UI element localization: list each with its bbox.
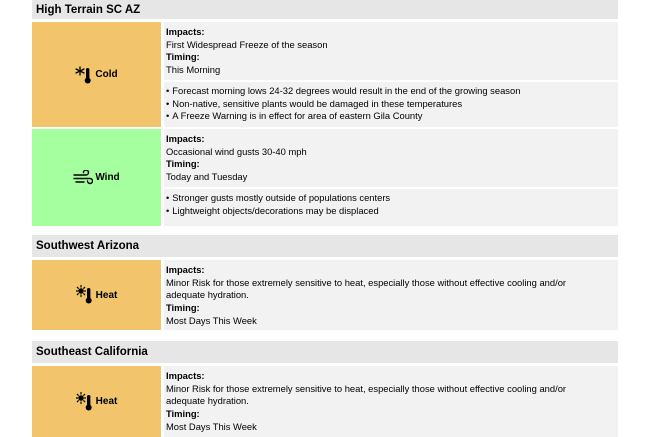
region-header-high-terrain <box>32 0 618 19</box>
region-title: Southwest Arizona <box>36 240 140 252</box>
timing-text: Most Days This Week <box>166 420 257 432</box>
impacts-label: Impacts: <box>166 133 205 144</box>
timing-text: This Morning <box>166 64 221 76</box>
hazard-details-heat <box>164 260 618 330</box>
snowflake-thermometer-icon <box>75 65 93 85</box>
timing-label: Timing: <box>166 51 200 63</box>
region-title: High Terrain SC AZ <box>36 3 141 16</box>
timing-label: Timing: <box>166 158 200 170</box>
timing-label: Timing: <box>166 302 200 314</box>
impacts-text: adequate hydration. <box>166 289 249 301</box>
hazard-cell-wind <box>32 129 161 226</box>
bullet-item: • Forecast morning lows 24-32 degrees would result in the end of the growing season <box>166 85 618 98</box>
hazard-row-wind <box>32 129 618 226</box>
hazard-name: Wind <box>95 172 120 183</box>
region-title: Southeast California <box>36 346 148 358</box>
bullet-item: • A Freeze Warning is in effect for area of eastern Gila County <box>166 110 618 123</box>
hazard-row-cold <box>32 22 618 127</box>
hazard-cell-heat <box>32 366 161 437</box>
hazard-name: Heat <box>95 396 118 407</box>
impacts-text: Minor Risk for those extremely sensitive to heat, especially those without effective cooling and/or <box>166 276 567 288</box>
impacts-text: Minor Risk for those extremely sensitive to heat, especially those without effective cooling and/or <box>166 382 567 394</box>
hazard-details-cold <box>164 22 618 127</box>
impacts-text: adequate hydration. <box>166 395 249 407</box>
sun-thermometer-icon <box>76 285 94 305</box>
hazard-name: Cold <box>95 69 118 80</box>
hazard-row-heat-sw-az <box>32 260 618 330</box>
bullet-item: • Non-native, sensitive plants would be damaged in these temperatures <box>166 98 618 111</box>
timing-text: Today and Tuesday <box>166 171 248 183</box>
sun-thermometer-icon <box>76 392 94 412</box>
hazard-name: Heat <box>95 289 118 301</box>
hazard-details-wind <box>164 129 618 226</box>
hazard-cell-cold <box>32 22 161 127</box>
timing-text: Most Days This Week <box>166 314 257 326</box>
impacts-text: First Widespread Freeze of the season <box>166 38 328 50</box>
hazard-cell-heat <box>32 260 161 330</box>
impacts-text: Occasional wind gusts 30-40 mph <box>166 145 307 157</box>
impacts-label: Impacts: <box>166 264 205 275</box>
hazard-row-heat-se-ca <box>32 366 618 437</box>
impacts-label: Impacts: <box>166 26 205 37</box>
bullet-item: • Stronger gusts mostly outside of populations centers <box>166 192 618 205</box>
region-header-southwest-arizona <box>32 235 618 257</box>
timing-label: Timing: <box>166 408 200 420</box>
divider <box>164 80 618 82</box>
divider <box>164 187 618 189</box>
wind-icon <box>73 170 93 186</box>
region-header-southeast-california <box>32 341 618 363</box>
bullet-item: • Lightweight objects/decorations may be displaced <box>166 205 618 218</box>
hazard-details-heat <box>164 366 618 437</box>
impacts-label: Impacts: <box>166 370 205 381</box>
